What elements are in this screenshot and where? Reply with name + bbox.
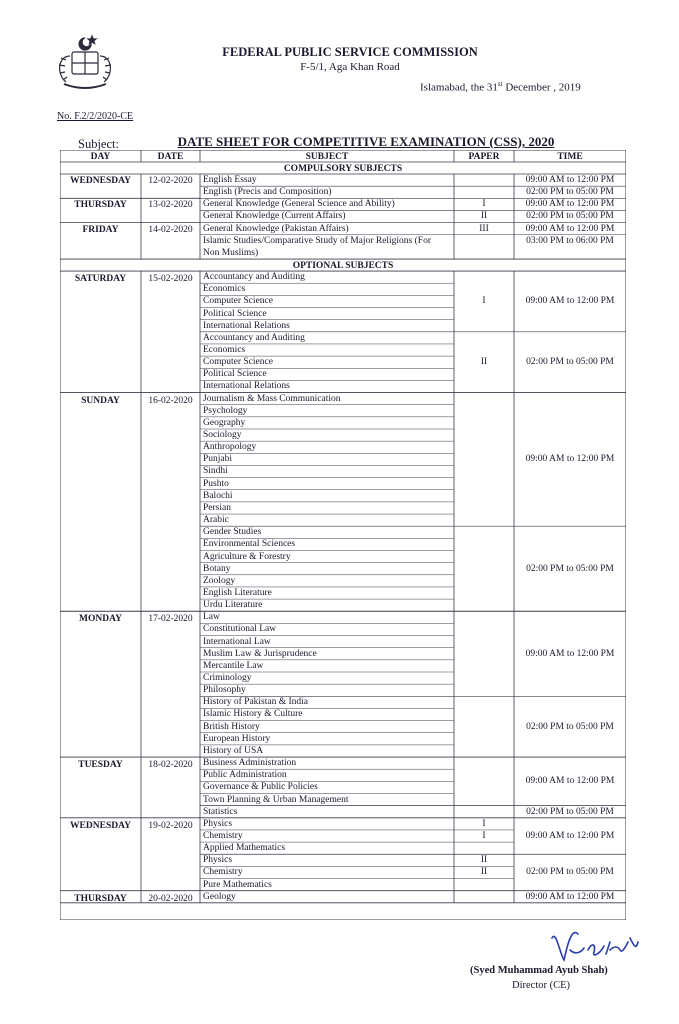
time-cell: 02:00 PM to 05:00 PM [526, 357, 614, 368]
subject-cell: General Knowledge (Pakistan Affairs) [203, 223, 349, 234]
subject-label: Subject: [78, 137, 119, 151]
signatory-title: Director (CE) [512, 980, 571, 991]
subject-cell: Sociology [203, 430, 242, 440]
subject-cell: Economics [203, 344, 246, 355]
organization-address: F-5/1, Aga Khan Road [300, 61, 400, 73]
subject-cell: Geography [203, 417, 246, 428]
day-cell: WEDNESDAY [70, 820, 131, 831]
time-cell: 09:00 AM to 12:00 PM [525, 223, 615, 234]
subject-cell: History of USA [203, 745, 264, 756]
time-cell: 02:00 PM to 05:00 PM [526, 563, 614, 574]
subject-cell: Geology [203, 891, 236, 902]
date-cell: 12-02-2020 [148, 176, 193, 186]
date-cell: 20-02-2020 [148, 893, 193, 904]
subject-cell: Zoology [203, 575, 236, 586]
paper-cell: I [482, 830, 486, 841]
organization-name: FEDERAL PUBLIC SERVICE COMMISSION [222, 45, 478, 59]
day-cell: MONDAY [79, 614, 122, 625]
subject-cell: Computer Science [203, 296, 273, 307]
paper-cell: III [479, 223, 489, 234]
header-subject: SUBJECT [305, 152, 349, 162]
time-cell: 02:00 PM to 05:00 PM [526, 187, 614, 198]
subject-cell: Sindhi [203, 466, 228, 477]
subject-cell: English Literature [203, 587, 272, 598]
subject-cell: Political Science [203, 308, 267, 319]
time-cell: 09:00 AM to 12:00 PM [525, 831, 615, 842]
time-cell: 09:00 AM to 12:00 PM [525, 199, 615, 210]
day-cell: FRIDAY [82, 224, 119, 235]
issue-date-prefix: Islamabad, the 31 [420, 81, 498, 94]
time-cell: 09:00 AM to 12:00 PM [525, 454, 615, 465]
subject-cell: British History [203, 721, 260, 732]
paper-cell: II [480, 867, 488, 878]
subject-cell: Accountancy and Auditing [203, 272, 305, 283]
subject-cell: European History [203, 733, 271, 744]
subject-cell: General Knowledge (Current Affairs) [203, 211, 346, 222]
subject-cell: International Relations [203, 381, 290, 392]
paper-cell: II [480, 211, 488, 222]
subject-cell: Botany [203, 563, 231, 574]
subject-cell: Criminology [203, 673, 252, 683]
signatory-name: (Syed Muhammad Ayub Shah) [470, 965, 608, 976]
subject-title: DATE SHEET FOR COMPETITIVE EXAMINATION (CSS), 2020 [177, 134, 555, 149]
section-optional: OPTIONAL SUBJECTS [292, 261, 394, 272]
section-compulsory: COMPULSORY SUBJECTS [283, 164, 403, 174]
date-sheet-table [60, 150, 626, 920]
subject-cell: Public Administration [203, 770, 287, 781]
date-cell: 16-02-2020 [148, 395, 193, 406]
subject-cell: Arabic [203, 515, 229, 526]
paper-cell: II [480, 855, 488, 866]
subject-cell: Islamic History & Culture [203, 709, 303, 720]
subject-cell: Applied Mathematics [203, 843, 286, 854]
day-cell: SATURDAY [74, 274, 127, 285]
subject-cell: Computer Science [203, 357, 273, 368]
subject-cell: Punjabi [203, 454, 233, 465]
subject-cell: Balochi [203, 490, 233, 501]
subject-cell: Urdu Literature [203, 600, 263, 611]
handwritten-signature [548, 924, 642, 970]
subject-cell: Physics [203, 855, 233, 866]
subject-cell: International Relations [203, 320, 290, 331]
subject-cell: History of Pakistan & India [203, 697, 309, 708]
issue-date [420, 80, 635, 94]
day-cell: THURSDAY [74, 200, 127, 211]
subject-cell: Philosophy [203, 685, 246, 696]
subject-cell: Governance & Public Policies [203, 782, 318, 793]
subject-cell: Mercantile Law [203, 660, 264, 671]
date-cell: 19-02-2020 [148, 820, 193, 831]
subject-cell: Constitutional Law [203, 624, 277, 635]
subject-cell: Environmental Sciences [203, 539, 296, 550]
time-cell: 09:00 AM to 12:00 PM [525, 776, 615, 787]
issue-date-suffix: st [497, 80, 503, 88]
subject-cell: English (Precis and Composition) [203, 187, 332, 198]
subject-cell: Journalism & Mass Communication [203, 393, 341, 404]
subject-cell: Islamic Studies/Comparative Study of Major Religions (For [203, 235, 431, 246]
time-cell: 02:00 PM to 05:00 PM [526, 211, 614, 222]
time-cell: 09:00 AM to 12:00 PM [525, 296, 615, 307]
subject-cell: Accountancy and Auditing [203, 332, 305, 343]
day-cell: THURSDAY [74, 893, 127, 904]
paper-cell: II [480, 357, 488, 368]
subject-cell: Business Administration [203, 758, 297, 769]
time-cell: 02:00 PM to 05:00 PM [526, 721, 614, 732]
issue-date-rest: December , 2019 [502, 81, 581, 94]
subject-cell: Physics [203, 818, 233, 829]
paper-cell: I [482, 818, 486, 829]
time-cell: 03:00 PM to 06:00 PM [526, 235, 614, 246]
day-cell: WEDNESDAY [70, 176, 131, 186]
header-day: DAY [90, 152, 111, 162]
time-cell: 02:00 PM to 05:00 PM [526, 867, 614, 878]
time-cell: 09:00 AM to 12:00 PM [525, 891, 615, 902]
date-cell: 13-02-2020 [148, 200, 193, 211]
subject-cell: Pushto [203, 478, 229, 489]
subject-cell: Persian [203, 502, 231, 513]
subject-cell: Pure Mathematics [203, 879, 272, 890]
reference-number: No. F.2/2/2020-CE [57, 111, 134, 122]
subject-cell: Agriculture & Forestry [203, 551, 291, 562]
subject-cell: International Law [203, 636, 271, 647]
paper-cell: I [482, 296, 486, 307]
paper-cell: I [482, 199, 486, 210]
subject-cell: Anthropology [203, 442, 257, 453]
date-cell: 15-02-2020 [148, 274, 193, 285]
subject-cell: Gender Studies [203, 527, 262, 538]
subject-cell: Statistics [203, 806, 238, 817]
header-time: TIME [557, 152, 583, 162]
subject-cell: Non Muslims) [203, 247, 259, 258]
subject-cell: Law [203, 612, 220, 623]
subject-cell: Town Planning & Urban Management [203, 794, 349, 805]
date-cell: 14-02-2020 [148, 224, 193, 235]
subject-cell: Muslim Law & Jurisprudence [203, 648, 317, 659]
date-cell: 17-02-2020 [148, 614, 193, 625]
date-cell: 18-02-2020 [148, 760, 193, 771]
header-date: DATE [157, 152, 184, 162]
subject-cell: Psychology [203, 405, 248, 416]
time-cell: 09:00 AM to 12:00 PM [525, 648, 615, 659]
day-cell: TUESDAY [78, 760, 123, 771]
subject-cell: English Essay [203, 175, 257, 185]
subject-cell: Chemistry [203, 830, 243, 841]
day-cell: SUNDAY [81, 395, 120, 406]
government-emblem-icon [52, 30, 118, 94]
subject-cell: Chemistry [203, 867, 243, 878]
time-cell: 02:00 PM to 05:00 PM [526, 806, 614, 817]
subject-cell: General Knowledge (General Science and Ability) [203, 199, 395, 210]
subject-cell: Political Science [203, 369, 267, 380]
header-paper: PAPER [468, 152, 500, 162]
subject-cell: Economics [203, 284, 246, 295]
time-cell: 09:00 AM to 12:00 PM [525, 175, 615, 185]
